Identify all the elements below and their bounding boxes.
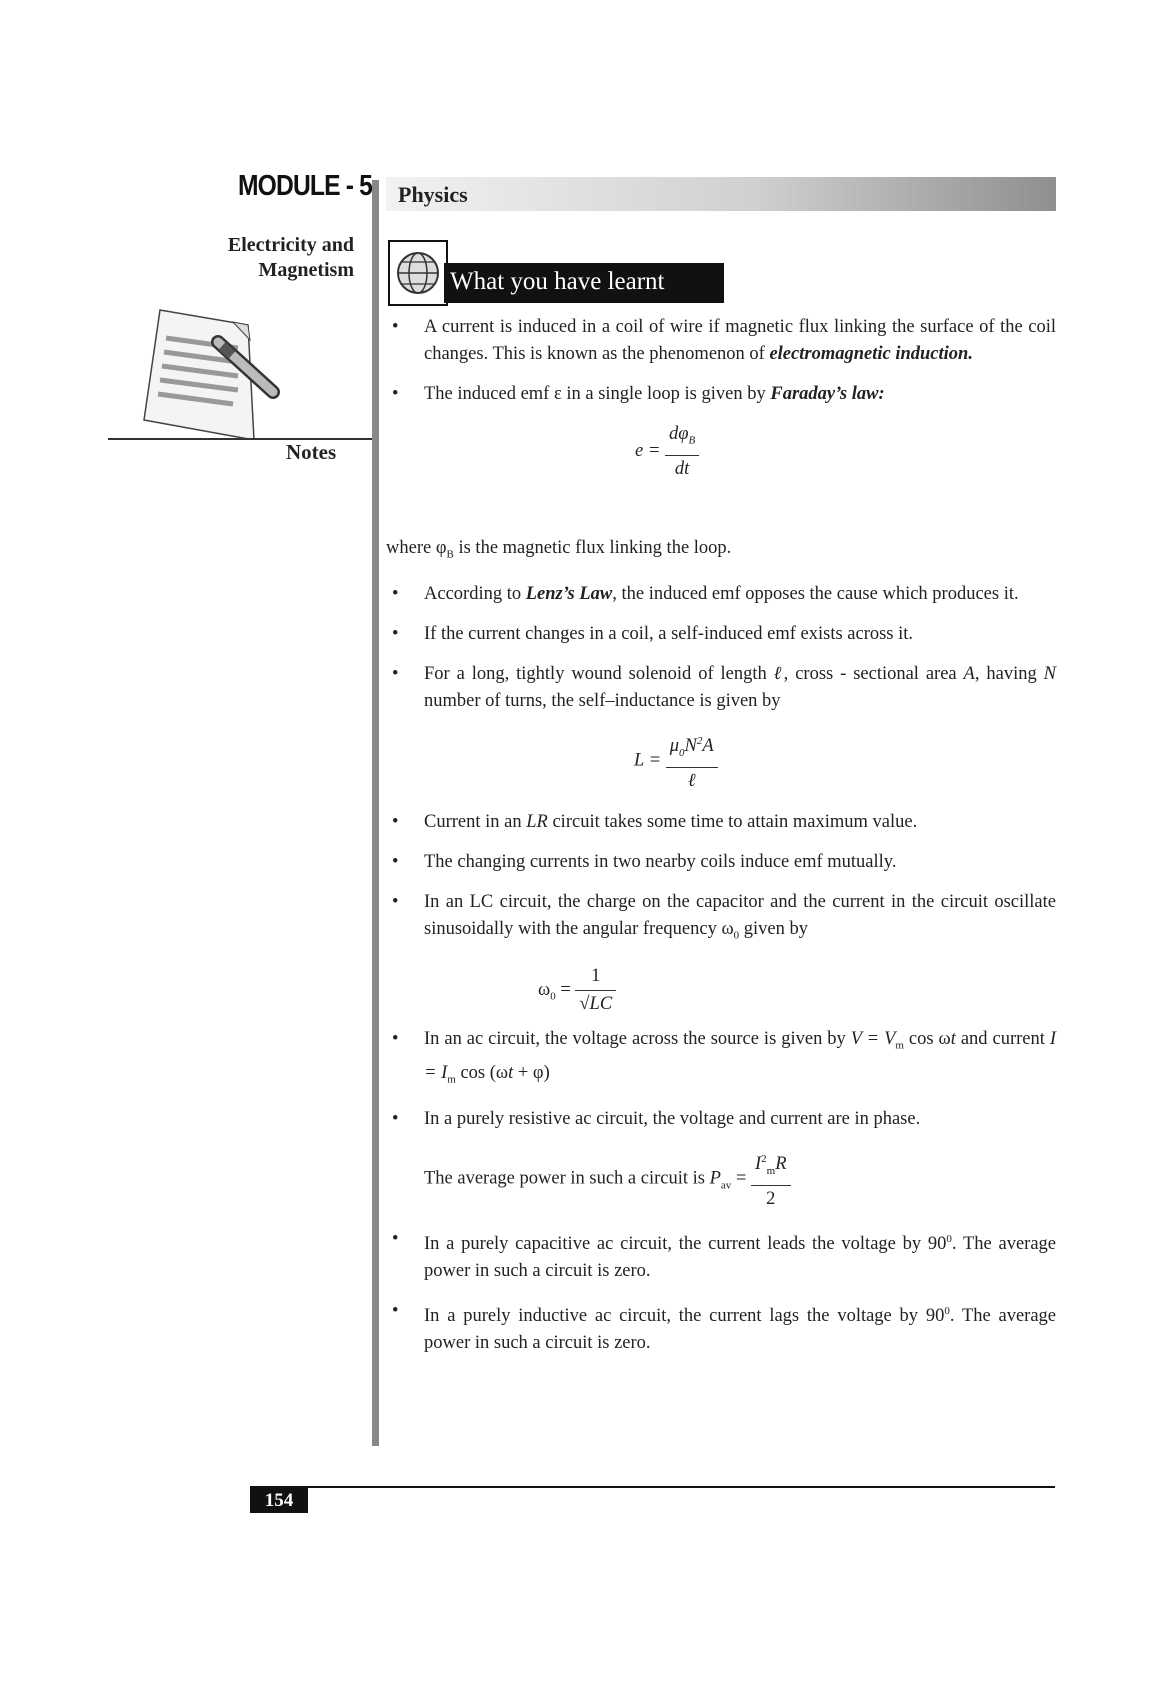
average-power-formula: The average power in such a circuit is $P_{av}$ = $\frac{I^2_mR}{2}$ [386,1146,1056,1213]
list-item: • In an ac circuit, the voltage across the source is given by $V = V_m$ cos ωt and current $I = I_m$ cos (ωt + φ) [386,1026,1056,1093]
module-subject [194,233,354,283]
bullet: • [392,1109,399,1130]
notes-pencil-icon [138,300,288,440]
module-label: MODULE - 5 [238,170,372,202]
faraday-formula: e = $\frac{d\varphi_B}{dt}$ [635,421,1056,483]
bullet: • [392,1301,399,1322]
module-subject-line1: Electricity and [227,234,354,256]
list-item: • In a purely inductive ac circuit, the current lags the voltage by $90^0$. The average power in such a circuit is zero. [386,1298,1056,1357]
globe-icon [388,240,448,306]
list-item: • In a purely capacitive ac circuit, the current leads the voltage by $90^0$. The average power in such a circuit is zero. [386,1226,1056,1285]
list-item: • For a long, tightly wound solenoid of length ℓ, cross - sectional area A, having N number of turns, the self–inductance is given by [386,661,1056,715]
page-number: 154 [250,1488,308,1513]
bullet: • [392,584,399,605]
bullet: • [392,892,399,913]
margin-rule [372,180,379,1446]
lc-frequency-formula: $\omega_0$ = $\frac{1}{√LC}$ [538,963,1056,1018]
header-bar [386,177,1056,211]
footer-rule [250,1486,1055,1488]
bullet: • [392,384,399,404]
bullet: • [392,624,399,645]
list-item: • Current in an LR circuit takes some time to attain maximum value. [386,809,1056,836]
module-subject-line2: Magnetism [258,259,354,281]
bullet: • [392,317,399,337]
bullet: • [392,1229,399,1250]
list-item: • The changing currents in two nearby coils induce emf mutually. [386,849,1056,876]
book-title: Physics [398,182,468,207]
inductance-formula: L = $\frac{\mu_0N^2A}{\text{ℓ}}$ [634,728,1056,795]
bullet: • [392,1028,399,1049]
notes-label: Notes [286,440,337,464]
list-item: • A current is induced in a coil of wire if magnetic flux linking the surface of the coil changes. This is known as the phenomenon of electromagnetic induction. [386,314,1056,368]
content [386,314,1056,1370]
bullet: • [392,812,399,833]
bullet: • [392,664,399,685]
list-item: • If the current changes in a coil, a self-induced emf exists across it. [386,621,1056,648]
list-item: • According to Lenz’s Law, the induced emf opposes the cause which produces it. [386,581,1056,608]
section-title: What you have learnt [450,268,665,295]
paragraph: where $\varphi_B$ is the magnetic flux linking the loop. [386,537,732,561]
list-item: • In a purely resistive ac circuit, the voltage and current are in phase. [386,1106,1056,1133]
section-title-bar [444,263,724,303]
list-item: • The induced emf ε in a single loop is given by Faraday’s law: [386,381,1056,408]
list-item: • In an LC circuit, the charge on the capacitor and the current in the circuit oscillate sinusoidally with the angular frequency $\omega_0$ given by [386,889,1056,950]
bullet: • [392,852,399,873]
